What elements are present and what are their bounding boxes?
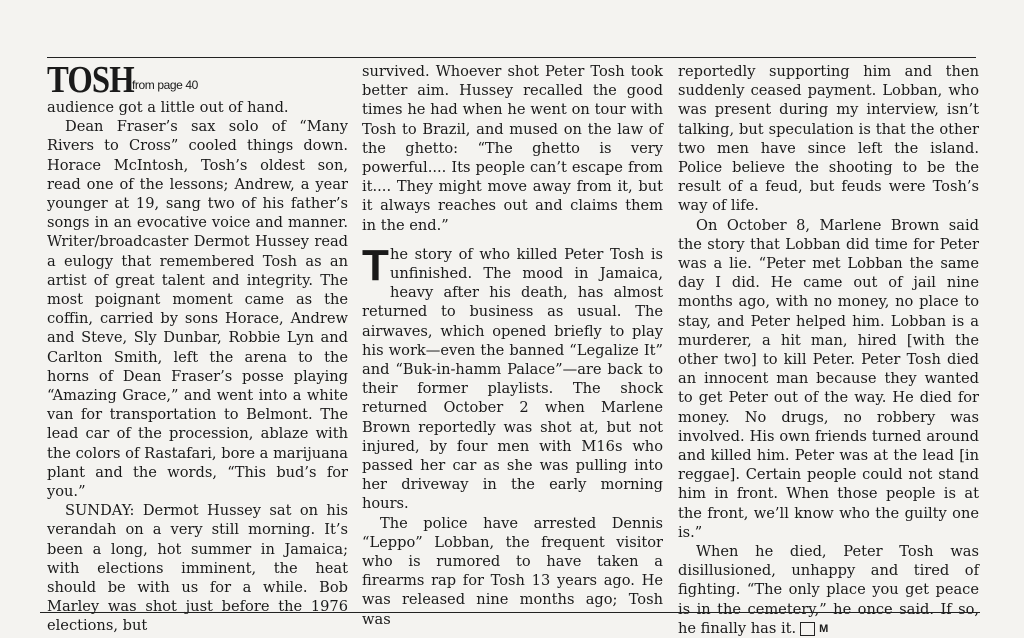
paragraph: SUNDAY: Dermot Hussey sat on his verandah on a very still morning. It’s been a long, hot summer in Jamaica; with elections imminent, the heat should be with us for a while. Bob Marley was shot just before the 1976 elections, but bbox=[47, 502, 348, 635]
article-column-1 bbox=[47, 59, 348, 636]
paragraph-text: he story of who killed Peter Tosh is unfinished. The mood in Jamaica, heavy after his death, has almost returned to business as usual. The airwaves, which opened briefly to play his work—even the banned “Legalize It” and “Buk-in-hamm Palace”—are back to their former playlists. The shock returned October 2 when Marlene Brown reportedly was shot at, but not injured, by four men with M16s who passed her car as she was pulling into her driveway in the early morning hours. bbox=[362, 245, 663, 513]
slug-from-page: from page 40 bbox=[132, 77, 198, 92]
top-rule bbox=[47, 57, 976, 58]
slug-title: TOSH bbox=[47, 59, 134, 101]
paragraph: survived. Whoever shot Peter Tosh took better aim. Hussey recalled the good times he had when he went on tour with Tosh to Brazil, and mused on the law of the ghetto: “The ghetto is very powerful.... Its people can’t escape from it.... They might move away from it, but it always reaches out and claims them in the end.” bbox=[362, 63, 663, 234]
article-column-3 bbox=[678, 62, 979, 638]
drop-cap: T bbox=[362, 240, 389, 290]
paragraph: Dean Fraser’s sax solo of “Many Rivers to Cross” cooled things down. Horace McIntosh, Tosh’s oldest son, read one of the lessons; Andrew, a year younger at 19, sang two of his father’s songs in an evocative voice and manner. Writer/broadcaster Dermot Hussey read a eulogy that remembered Tosh as an artist of great talent and integrity. The most poignant moment came as the coffin, carried by sons Horace, Andrew and Steve, Sly Dunbar, Robbie Lyn and Carlton Smith, left the arena to the horns of Dean Fraser’s posse playing “Amazing Grace,” and went into a white van for transportation to Belmont. The lead car of the procession, ablaze with the colors of Rastafari, bore a marijuana plant and the words, “This bud’s for you.” bbox=[47, 118, 348, 501]
paragraph: The police have arrested Dennis “Leppo” Lobban, the frequent visitor who is rumored to have taken a firearms rap for Tosh 13 years ago. He was released nine months ago; Tosh was bbox=[362, 514, 663, 628]
paragraph-text: When he died, Peter Tosh was disillusioned, unhappy and tired of fighting. “The only place you get peace is in the cemetery,” he once said. If so, he finally has it. bbox=[678, 543, 979, 637]
paragraph-with-drop-cap bbox=[362, 240, 663, 514]
continuation-slug bbox=[47, 59, 348, 101]
bottom-rule bbox=[40, 612, 980, 613]
article-column-2 bbox=[362, 62, 663, 629]
paragraph: On October 8, Marlene Brown said the story that Lobban did time for Peter was a lie. “Peter met Lobban the same day I did. He came out of jail nine months ago, with no money, no place to stay, and Peter helped him. Lobban is a murderer, a hit man, hired [with the other two] to kill Peter. Peter Tosh died an innocent man because they wanted to get Peter out of the way. He died for money. No drugs, no robbery was involved. His own friends turned around and killed him. Peter was at the lead [in reggae]. Certain people could not stand him in front. When those people is at the front, we’ll know who the guilty one is.” bbox=[678, 216, 979, 541]
end-mark-icon: M bbox=[800, 622, 815, 636]
paragraph bbox=[678, 542, 979, 638]
paragraph: audience got a little out of hand. bbox=[47, 99, 289, 116]
paragraph: reportedly supporting him and then suddenly ceased payment. Lobban, who was present during my interview, isn’t talking, but speculation is that the other two men have since left the island. Police believe the shooting to be the result of a feud, but feuds were Tosh’s way of life. bbox=[678, 63, 979, 215]
